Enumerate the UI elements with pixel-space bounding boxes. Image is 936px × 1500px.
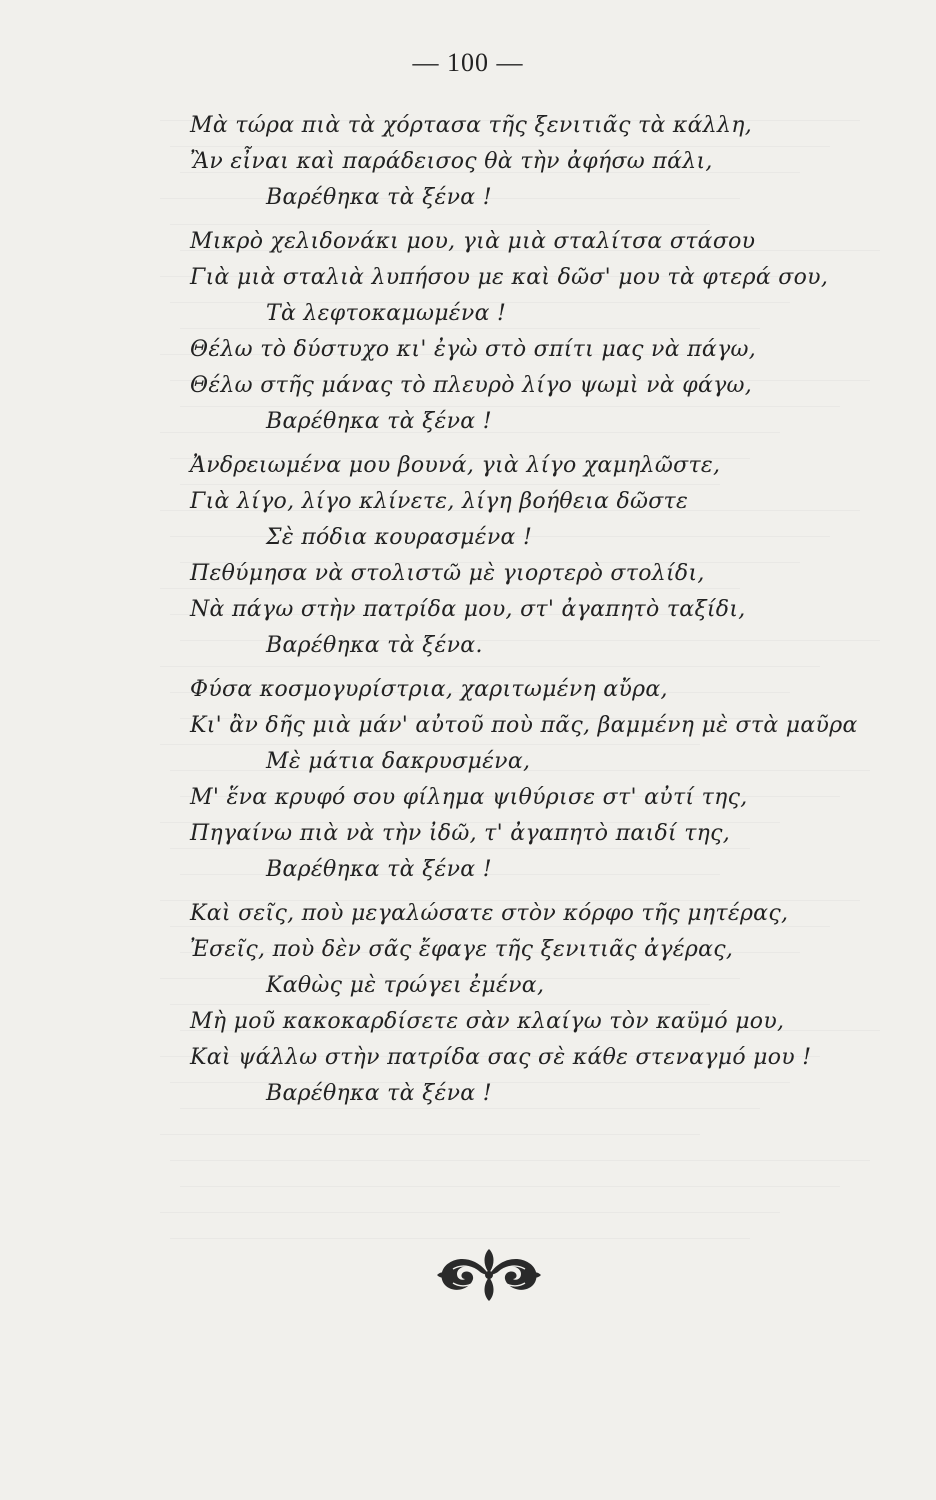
refrain-line: Βαρέθηκα τὰ ξένα !: [266, 1081, 492, 1106]
verse-line: Μ' ἕνα κρυφό σου φίλημα ψιθύρισε στ' αὐτί της,: [190, 785, 748, 810]
verse-line: Φύσα κοσμογυρίστρια, χαριτωμένη αὔρα,: [190, 677, 668, 702]
bleed-line: [180, 1186, 840, 1187]
verse-line: Πηγαίνω πιὰ νὰ τὴν ἰδῶ, τ' ἀγαπητὸ παιδί της,: [190, 821, 731, 846]
refrain-line: Καθὼς μὲ τρώγει ἐμένα,: [266, 973, 545, 998]
ornament-svg: [433, 1245, 545, 1305]
verse-line: Μὰ τώρα πιὰ τὰ χόρτασα τῆς ξενιτιᾶς τὰ κάλλη,: [190, 113, 753, 138]
verse-line: Νὰ πάγω στὴν πατρίδα μου, στ' ἀγαπητὸ ταξίδι,: [190, 597, 746, 622]
refrain-line: Βαρέθηκα τὰ ξένα !: [266, 857, 492, 882]
stanza: [190, 108, 910, 216]
refrain-line: Μὲ μάτια δακρυσμένα,: [266, 749, 531, 774]
verse-line: Καὶ σεῖς, ποὺ μεγαλώσατε στὸν κόρφο τῆς μητέρας,: [190, 901, 789, 926]
refrain-line: Τὰ λεφτοκαμωμένα !: [266, 301, 507, 326]
verse-line: Ἐσεῖς, ποὺ δὲν σᾶς ἔφαγε τῆς ξενιτιᾶς ἀγέρας,: [190, 937, 734, 962]
stanza: [190, 672, 910, 888]
verse-line: Ἀνδρειωμένα μου βουνά, γιὰ λίγο χαμηλῶστε,: [190, 453, 721, 478]
verse-line: Γιὰ μιὰ σταλιὰ λυπήσου με καὶ δῶσ' μου τὰ φτερά σου,: [190, 265, 829, 290]
stanza: [190, 224, 910, 440]
bleed-line: [160, 1212, 780, 1213]
verse-line: Πεθύμησα νὰ στολιστῶ μὲ γιορτερὸ στολίδι,: [190, 561, 705, 586]
bleed-line: [170, 1160, 870, 1161]
verse-line: Καὶ ψάλλω στὴν πατρίδα σας σὲ κάθε στεναγμό μου !: [190, 1045, 812, 1070]
verse-line: Ἂν εἶναι καὶ παράδεισος θὰ τὴν ἀφήσω πάλι,: [190, 149, 713, 174]
refrain-line: Σὲ πόδια κουρασμένα !: [266, 525, 533, 550]
floral-ornament-icon: [433, 1245, 545, 1305]
verse-line: Γιὰ λίγο, λίγο κλίνετε, λίγη βοήθεια δῶστε: [190, 489, 689, 514]
verse-line: Θέλω τὸ δύστυχο κι' ἐγὼ στὸ σπίτι μας νὰ πάγω,: [190, 337, 757, 362]
refrain-line: Βαρέθηκα τὰ ξένα !: [266, 409, 492, 434]
verse-line: Μικρὸ χελιδονάκι μου, γιὰ μιὰ σταλίτσα στάσου: [190, 229, 756, 254]
verse-line: Θέλω στῆς μάνας τὸ πλευρὸ λίγο ψωμὶ νὰ φάγω,: [190, 373, 753, 398]
refrain-line: Βαρέθηκα τὰ ξένα !: [266, 185, 492, 210]
verse-line: Κι' ἂν δῆς μιὰ μάν' αὐτοῦ ποὺ πᾶς, βαμμένη μὲ στὰ μαῦρα: [190, 713, 858, 738]
page-number: — 100 —: [412, 48, 524, 77]
refrain-line: Βαρέθηκα τὰ ξένα.: [266, 633, 483, 658]
verse-line: Μὴ μοῦ κακοκαρδίσετε σὰν κλαίγω τὸν καϋμό μου,: [190, 1009, 785, 1034]
bleed-line: [170, 1238, 750, 1239]
poem: [190, 108, 910, 1120]
bleed-line: [160, 1134, 700, 1135]
stanza: [190, 448, 910, 664]
stanza: [190, 896, 910, 1112]
